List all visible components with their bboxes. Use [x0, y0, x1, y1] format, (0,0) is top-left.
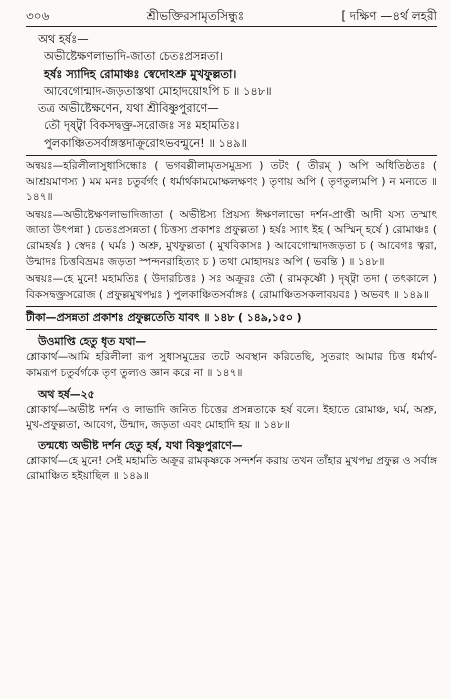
section-label: [ দক্ষিণ —৪র্থ লহরী [341, 9, 437, 23]
verse-line: পুলকাঞ্চিতসর্বাঙ্গস্তদাক্রূরোঽভবন্মুনে! ॥ ১৪৯॥ [44, 135, 248, 150]
verse-line: অথ হর্ষঃ— [38, 32, 89, 46]
sanskrit-verses [20, 31, 437, 152]
heading-abhishta: তন্মধ্যে অভীষ্ট দর্শন হেতু হর্ষ, যথা বিষ্ণুপুরাণে— [38, 438, 243, 452]
shlokartha-149: শ্লোকার্থ—হে মুনে! সেই মহামতি অক্রূর রামকৃষ্ণকে সন্দর্শন করায় তখন তাঁহার মুখপদ্ম প্রফুল্ল ও সর্বাঙ্গ রোমাঞ্চিত হইয়াছিল ॥ ১৪৯॥ [26, 454, 437, 483]
tika-line: টীকা—প্রসন্নতা প্রকাশঃ প্রফুল্লতেতি যাবৎ ॥ ১৪৮ ( ১৪৯,১৫০ ) [26, 311, 302, 325]
anvaya-section [26, 159, 437, 303]
shlokartha-148: শ্লোকার্থ—অভীষ্ট দর্শন ও লাভাদি জনিত চিত্তের প্রসন্নতাকে হর্ষ বলে। ইহাতে রোমাঞ্চ, ঘর্ম, অশ্রু, মুখ-প্রফুল্লতা, আবেগ, উন্মাদ, জড়তা এবং মোহাদি হয় ॥ ১৪৮॥ [26, 403, 437, 432]
verse-line: আবেগোন্মাদ-জড়তাস্তথা মোহাদয়োঽপি চ ॥ ১৪৮॥ [44, 83, 272, 98]
header-rule [26, 26, 437, 27]
verse-line: তৌ দৃষ্ট্বা বিকসদ্বক্ত্র-সরোজঃ সঃ মহামতিঃ। [44, 118, 240, 133]
anvaya-paragraph: অন্বয়ঃ—অভীষ্টেক্ষণলাভাদিজাতা ( অভীষ্টস্য প্রিয়স্য ঈক্ষণলাভো দর্শন-প্রাপ্তী আদী যস্য তস্মাৎ জাতা উৎপন্না ) চেতঃপ্রসন্নতা ( চিত্তস্য প্রকাশঃ প্রফুল্লতা ) হর্ষঃ স্যাৎ ইহ ( অস্মিন্ হর্ষে ) রোমাঞ্চঃ ( রোমহর্ষঃ ) স্বেদঃ ( ঘর্মঃ ) অশ্রু, মুখফুল্লতা ( মুখবিকাসঃ ) আবেগোন্মাদজড়তা চ ( আবেগঃ ত্বরা, উন্মাদঃ চিত্তবিভ্রমঃ জড়তা স্পন্দনরাহিত্যং চ ) তথা মোহাদয়ঃ অপি ( ভবন্তি ) ॥ ১৪৮॥ [26, 208, 437, 268]
page-number: ৩০৬ [26, 9, 50, 23]
heading-uttamapti: উওমাপ্তি হেতু ধৃত যথা— [38, 335, 147, 349]
verse-line: হর্ষঃ স্যাদিহ রোমাঞ্চঃ স্বেদোঽশ্রু মুখফুল্লতা। [44, 66, 237, 81]
section-rule [26, 329, 437, 330]
anvaya-paragraph: অন্বয়ঃ—হে মুনে! মহামতিঃ ( উদারচিত্তঃ ) সঃ অক্রূরঃ তৌ ( রামকৃষ্ণৌ ) দৃষ্ট্বা তদা ( তৎকালে ) বিকসদ্বক্ত্রসরোজ ( প্রফুল্লমুখপদ্মঃ ) পুলকাঞ্চিতসর্বাঙ্গঃ ( রোমাঞ্চিতসকলাবয়বঃ ) অভবৎ ॥ ১৪৯॥ [26, 273, 437, 301]
anvaya-paragraph: অন্বয়ঃ—হরিলীলাসুধাসিন্ধোঃ ( ভগবল্লীলামৃতসমুদ্রস্য ) তটং ( তীরম্ ) অপি অধিতিষ্ঠতঃ ( আশ্রয়মাণস্য ) মম মনঃ চতুর্বর্গং ( ধর্মার্থকামমোক্ষলক্ষণং ) তৃণায় অপি ( তৃণতুল্যমপি ) ন মন্যতে ॥ ১৪৭॥ [26, 160, 437, 204]
section-rule [26, 306, 437, 307]
heading-harsha: অথ হর্ষ—২৫ [38, 387, 95, 401]
verse-line: অভীষ্টেক্ষণলাভাদি-জাতা চেতঃপ্রসন্নতা। [44, 49, 223, 64]
verse-line: তত্র অভীষ্টেক্ষণেন, যথা শ্রীবিষ্ণুপুরাণে— [38, 101, 219, 116]
section-rule [26, 155, 437, 156]
book-title: শ্রীভক্তিরসামৃতসিন্ধুঃ [146, 9, 245, 23]
shlokartha-147: শ্লোকার্থ—আমি হরিলীলা রূপ সুধাসমুদ্রের তটে অবস্থান করিতেছি, সুতরাং আমার চিত্ত ধর্মার্থ-কামরূপ চতুর্বর্গকে তৃণ তুল্যও জ্ঞান করে না ॥ ১৪৭॥ [26, 351, 437, 380]
running-header [26, 8, 437, 24]
